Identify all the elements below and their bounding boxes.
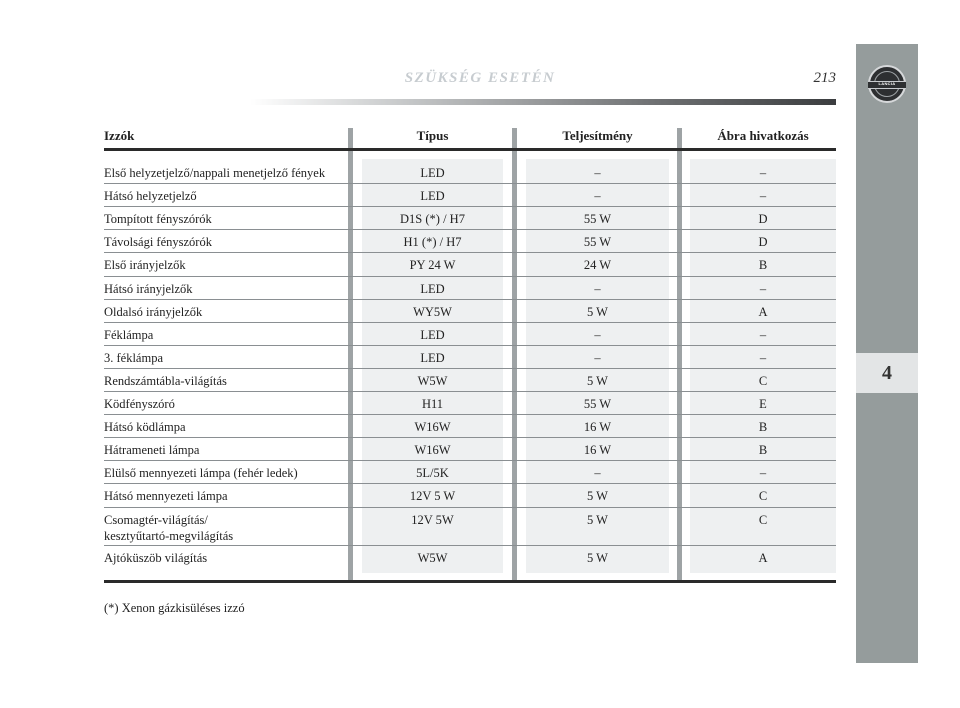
bulb-power-cell: – (594, 466, 601, 481)
bulb-power-cell: 24 W (583, 258, 612, 273)
row-divider (104, 507, 836, 508)
bulb-type-cell: W5W (417, 373, 448, 388)
bulb-power-cell: 55 W (583, 397, 612, 411)
bulb-name-cell: Ajtóküszöb világítás (104, 551, 208, 565)
bulb-name-cell: Csomagtér-világítás/ kesztyűtartó-megvilágítás (104, 512, 234, 543)
lancia-logo-icon (868, 65, 906, 103)
column-separator (512, 128, 517, 581)
bulb-type-cell: 5L/5K (416, 466, 449, 481)
bulb-name-cell: Oldalsó irányjelzők (104, 304, 203, 319)
row-divider (104, 414, 836, 415)
column-header-power: Teljesítmény (562, 128, 633, 143)
row-divider (104, 299, 836, 300)
column-header-bulbs: Izzók (104, 128, 135, 143)
bulb-name-cell: Távolsági fényszórók (104, 235, 212, 250)
chapter-title: SZÜKSÉG ESETÉN (404, 70, 556, 86)
bulb-name-cell: Első helyzetjelző/nappali menetjelző fények (104, 166, 326, 180)
bulb-name-cell: Tompított fényszórók (104, 212, 212, 227)
bulb-power-cell: 16 W (583, 443, 612, 458)
bulb-power-cell: 5 W (587, 489, 608, 504)
bulb-power-cell: 5 W (587, 373, 608, 388)
bulb-power-cell: 5 W (587, 304, 608, 319)
footnote: (*) Xenon gázkisüléses izzó (104, 601, 245, 615)
bulb-type-cell: LED (420, 327, 445, 342)
bulb-type-cell: PY 24 W (409, 258, 456, 273)
bulb-power-cell: 16 W (583, 420, 612, 435)
row-divider (104, 483, 836, 484)
bulb-name-cell: Első irányjelzők (104, 258, 186, 273)
row-divider (104, 322, 836, 323)
bulb-name-cell: 3. féklámpa (104, 350, 164, 365)
bulb-power-cell: 55 W (583, 212, 612, 227)
bulb-name-cell: Rendszámtábla-világítás (104, 373, 227, 388)
figure-reference-cell: C (758, 512, 768, 527)
figure-reference-cell: B (758, 420, 768, 435)
bulb-type-cell: W16W (414, 443, 451, 458)
row-divider (104, 545, 836, 546)
bulb-power-cell: – (594, 189, 601, 204)
column-header-type: Típus (416, 128, 449, 143)
bulb-name-cell: Hátsó mennyezeti lámpa (104, 489, 228, 504)
row-divider (104, 460, 836, 461)
bulb-power-cell: – (594, 350, 601, 365)
bulb-type-cell: D1S (*) / H7 (400, 212, 465, 227)
figure-reference-cell: A (758, 551, 768, 565)
figure-reference-cell: – (759, 466, 767, 481)
row-divider (104, 345, 836, 346)
bulb-type-cell: WY5W (413, 304, 452, 319)
logo-text: LANCIA (878, 81, 896, 86)
figure-reference-cell: D (758, 235, 768, 250)
figure-reference-cell: C (758, 373, 768, 388)
bulb-type-cell: LED (420, 189, 445, 204)
row-divider (104, 183, 836, 184)
bulb-type-cell: LED (420, 166, 445, 180)
bulb-power-cell: 55 W (583, 235, 612, 250)
bulb-name-cell: Hátrameneti lámpa (104, 443, 200, 458)
row-divider (104, 276, 836, 277)
bulb-power-cell: – (594, 281, 601, 296)
page-number: 213 (813, 70, 836, 86)
bulb-power-cell: – (594, 327, 601, 342)
figure-reference-cell: – (759, 327, 767, 342)
bulb-type-cell: H1 (*) / H7 (403, 235, 462, 250)
chapter-tab[interactable]: 4 (856, 353, 918, 393)
figure-reference-cell: E (759, 397, 767, 411)
figure-reference-cell: B (758, 258, 768, 273)
figure-reference-cell: C (758, 489, 768, 504)
figure-reference-cell: A (758, 304, 768, 319)
bulb-name-cell: Ködfényszóró (104, 397, 175, 411)
bulb-name-cell: Féklámpa (104, 327, 154, 342)
bulb-name-cell: Elülső mennyezeti lámpa (fehér ledek) (104, 466, 298, 481)
figure-reference-cell: – (759, 281, 767, 296)
column-header-reference: Ábra hivatkozás (717, 128, 809, 143)
figure-reference-cell: – (759, 350, 767, 365)
row-divider (104, 391, 836, 392)
bulb-name-cell: Hátsó irányjelzők (104, 281, 193, 296)
figure-reference-cell: D (758, 212, 768, 227)
bulb-type-cell: LED (420, 350, 445, 365)
row-divider (104, 368, 836, 369)
row-divider (104, 252, 836, 253)
bulb-power-cell: – (594, 166, 601, 180)
bulb-name-cell: Hátsó ködlámpa (104, 420, 186, 435)
table-footer-rule (104, 580, 836, 583)
bulb-type-cell: 12V 5W (411, 512, 454, 527)
row-divider (104, 206, 836, 207)
header-rule (250, 99, 836, 105)
figure-reference-cell: B (758, 443, 768, 458)
row-divider (104, 437, 836, 438)
column-separator (677, 128, 682, 581)
figure-reference-cell: – (759, 189, 767, 204)
bulb-power-cell: 5 W (587, 551, 608, 565)
bulb-type-cell: W16W (414, 420, 451, 435)
bulb-name-cell: Hátsó helyzetjelző (104, 189, 197, 204)
bulb-type-cell: LED (420, 281, 445, 296)
bulb-type-cell: W5W (417, 551, 448, 565)
bulb-type-cell: 12V 5 W (409, 489, 456, 504)
bulb-power-cell: 5 W (587, 512, 608, 527)
row-divider (104, 229, 836, 230)
figure-reference-cell: – (759, 166, 767, 180)
bulb-type-cell: H11 (421, 397, 444, 411)
column-separator (348, 128, 353, 581)
table-header-rule (104, 148, 836, 151)
